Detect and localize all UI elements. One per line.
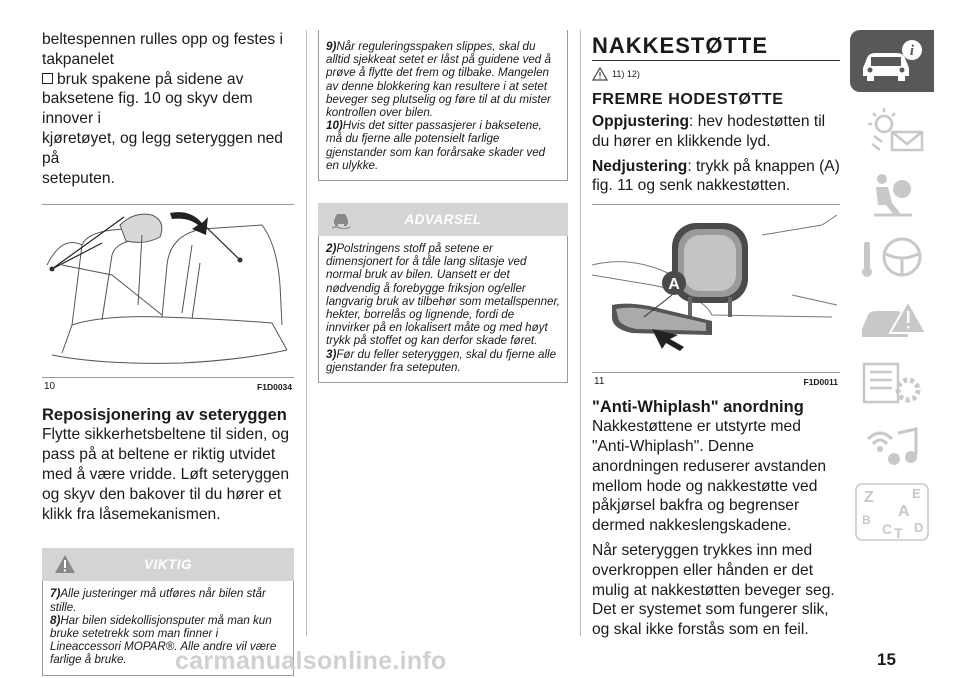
chapter-sidebar [850,30,934,549]
car-skid-warning-icon [330,209,352,229]
column-3 [592,34,840,640]
note-item: 9)Når reguleringsspaken slippes, skal du alltid sjekkeat setet er låst på guidene ved å prøve å flytte det frem og tilbake. Mangelen av denne blokkering kan resultere i at setet beveger seg plutselig og føre til at du mister kontrollen over bilen. [326,40,551,120]
watermark: carmanualsonline.info [175,647,447,675]
figure-code: F1D0011 [803,377,838,388]
svg-text:E: E [912,486,921,501]
rear-seat-illustration [42,205,294,377]
warning-item: 3)Før du feller seteryggen, skal du fjerne alle gjenstander fra seteputen. [326,347,557,374]
intro-line: seteputen. [42,169,115,187]
column-divider [580,30,581,636]
lights-icon [854,106,930,156]
intro-line: kjøretøyet, og legg seteryggen ned på [42,129,283,167]
car-info-icon [857,38,927,84]
sidebar-item-vehicle-info[interactable] [850,30,934,92]
page-number: 15 [877,650,896,669]
sidebar-item-service[interactable] [850,354,934,412]
warning-item: 8)Har bilen sidekollisjonsputer må man kun bruke setetrekk som man finner i Lineaccessori MOPAR®. Alle andre vil være farlige å bruke. [50,613,277,667]
warning-item: 2)Polstringens stoff på setene er dimensjonert for å tåle lang slitasje ved normal bruk av bilen. Uansett er det nødvendig å forebygge friksjon og/eller langvarig bruk av tilbehør som metallspenner, hekter, borrelås og lignende, fordi de innvirker på en lokalisert måte og med høyt trykk på stoffet og kan derfor skade føret. [326,242,560,348]
sidebar-item-multimedia[interactable] [850,417,934,475]
note-item: 10)Hvis det sitter passasjerer i baksetene, må du fjerne alle potensielt farlige gjenstander som kan forårsake skader ved en ulykke. [326,119,546,172]
figure-code: F1D0034 [257,382,292,393]
sidebar-item-lights[interactable] [850,102,934,160]
service-icon [854,358,930,408]
figure-number: 11 [594,376,605,388]
svg-text:i: i [909,43,915,59]
svg-text:C: C [882,521,893,537]
svg-text:A: A [898,503,910,520]
sidebar-item-emergency[interactable] [850,291,934,349]
reference-notes: 11) 12) [592,67,840,81]
square-bullet-icon [42,73,53,84]
svg-text:B: B [862,513,871,527]
column-divider [306,30,307,636]
figure-11 [592,204,840,388]
section-heading: Reposisjonering av seteryggen [42,406,287,425]
svg-text:T: T [894,525,903,541]
sidebar-item-index[interactable] [850,480,934,544]
car-warning-icon [854,295,930,345]
key-wheel-icon [854,232,930,282]
multimedia-icon [854,421,930,471]
figure-number: 10 [44,381,56,393]
svg-text:Z: Z [864,489,874,506]
intro-line: beltespennen rulles opp og festes i [42,31,284,48]
sidebar-item-starting[interactable] [850,228,934,286]
sidebar-item-safety[interactable] [850,165,934,223]
warning-title: ADVARSEL [404,212,482,228]
section-subtitle: FREMRE HODESTØTTE [592,91,784,108]
warning-triangle-icon [54,554,76,574]
adjust-up-text: Oppjustering: hev hodestøtten til du hører en klikkende lyd. [592,113,826,150]
callout-label: A [668,276,680,294]
section-heading: "Anti-Whiplash" anordning [592,398,804,417]
headrest-illustration [592,205,840,372]
section-body: Flytte sikkerhetsbeltene til siden, og pass på at beltene er riktig utvidet med å være vridde. Løft seteryggen og skyv den bakover til du hører et klikk fra låsemekanismen. [42,426,290,523]
figure-10 [42,204,294,393]
intro-line: bruk spakene på sidene av [42,70,294,90]
intro-line: baksetene fig. 10 og skyv dem innover i [42,90,253,128]
index-icon [854,482,930,542]
section-body: Nakkestøttene er utstyrte med "Anti-Whiplash". Denne anordningen reduserer avstanden mellom hode og nakkestøtte ved påkjørsel bakfra og begrenser dermed nakkeslengskadene. [592,418,827,535]
warning-title: VIKTIG [143,557,192,573]
section-body: Når seteryggen trykkes inn med overkroppen eller hånden er det mulig at nakkestøtten beveger seg. Det er systemet som fungerer slik, og skal ikke forstås som en feil. [592,541,835,639]
column-2 [318,30,568,383]
warning-item: 7)Alle justeringer må utføres når bilen står stille. [50,587,266,614]
warning-header [42,548,294,581]
warning-triangle-icon [592,67,608,81]
adjust-down-text: Nedjustering: trykk på knappen (A) fig. 11 og senk nakkestøtten. [592,157,840,195]
warning-box-advarsel [318,203,568,383]
airbag-icon [854,169,930,219]
title-underline [592,60,840,61]
warning-content [318,236,568,383]
svg-text:D: D [914,520,924,535]
notes-box [318,30,568,181]
intro-line: takpanelet [42,50,114,68]
page-title: NAKKESTØTTE [592,33,768,58]
column-1 [42,30,294,676]
warning-header [318,203,568,236]
